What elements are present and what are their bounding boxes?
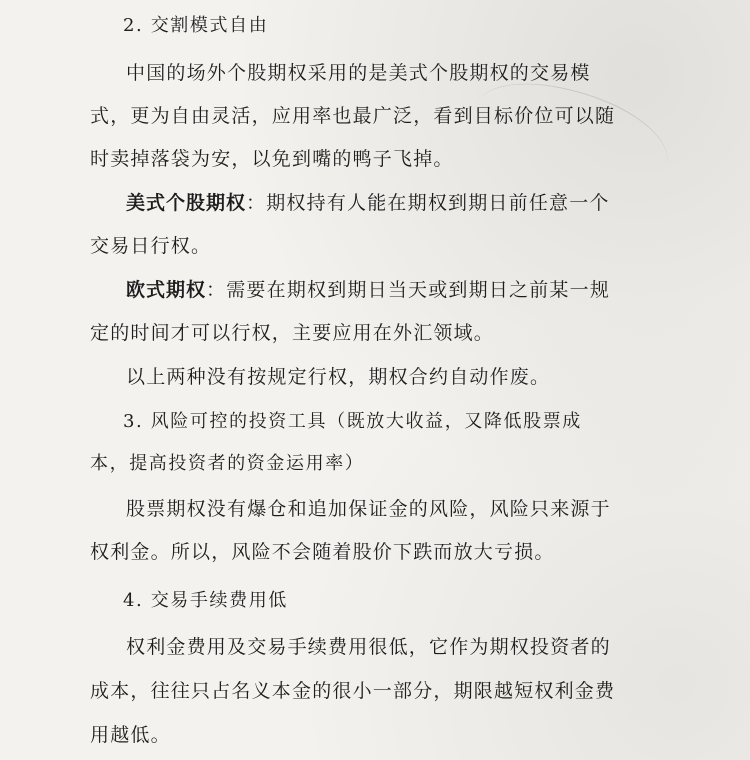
section-heading-4: 4. 交易手续费用低 — [123, 590, 288, 611]
paragraph-line: 式，更为自由灵活，应用率也最广泛，看到目标价位可以随 — [90, 105, 616, 127]
paragraph-line: 交易日行权。 — [90, 235, 212, 257]
paragraph-line: 定的时间才可以行权，主要应用在外汇领域。 — [90, 322, 495, 344]
paragraph-line: 权利金。所以，风险不会随着股价下跌而放大亏损。 — [90, 541, 555, 563]
paragraph-line: 中国的场外个股期权采用的是美式个股期权的交易模 — [126, 62, 591, 84]
bold-term-american-option: 美式个股期权 — [126, 192, 247, 214]
paragraph-line: 股票期权没有爆仓和追加保证金的风险，风险只来源于 — [126, 498, 611, 520]
section-heading-2: 2. 交割模式自由 — [123, 15, 269, 36]
paragraph-line: 以上两种没有按规定行权，期权合约自动作废。 — [126, 366, 551, 388]
paragraph-line: 时卖掉落袋为安，以免到嘴的鸭子飞掉。 — [90, 148, 454, 170]
paragraph-line: 权利金费用及交易手续费用很低，它作为期权投资者的 — [126, 636, 611, 658]
paragraph-line: 用越低。 — [90, 724, 171, 746]
paragraph-line: 美式个股期权：期权持有人能在期权到期日前任意一个 — [126, 192, 610, 214]
section-heading-3-cont: 本，提高投资者的资金运用率） — [90, 453, 365, 474]
bold-term-european-option: 欧式期权 — [126, 279, 207, 301]
paragraph-line: 欧式期权：需要在期权到期日当天或到期日之前某一规 — [126, 279, 611, 301]
section-heading-3: 3. 风险可控的投资工具（既放大收益，又降低股票成 — [123, 411, 582, 432]
paragraph-line: 成本，往往只占名义本金的很小一部分，期限越短权利金费 — [90, 680, 616, 702]
